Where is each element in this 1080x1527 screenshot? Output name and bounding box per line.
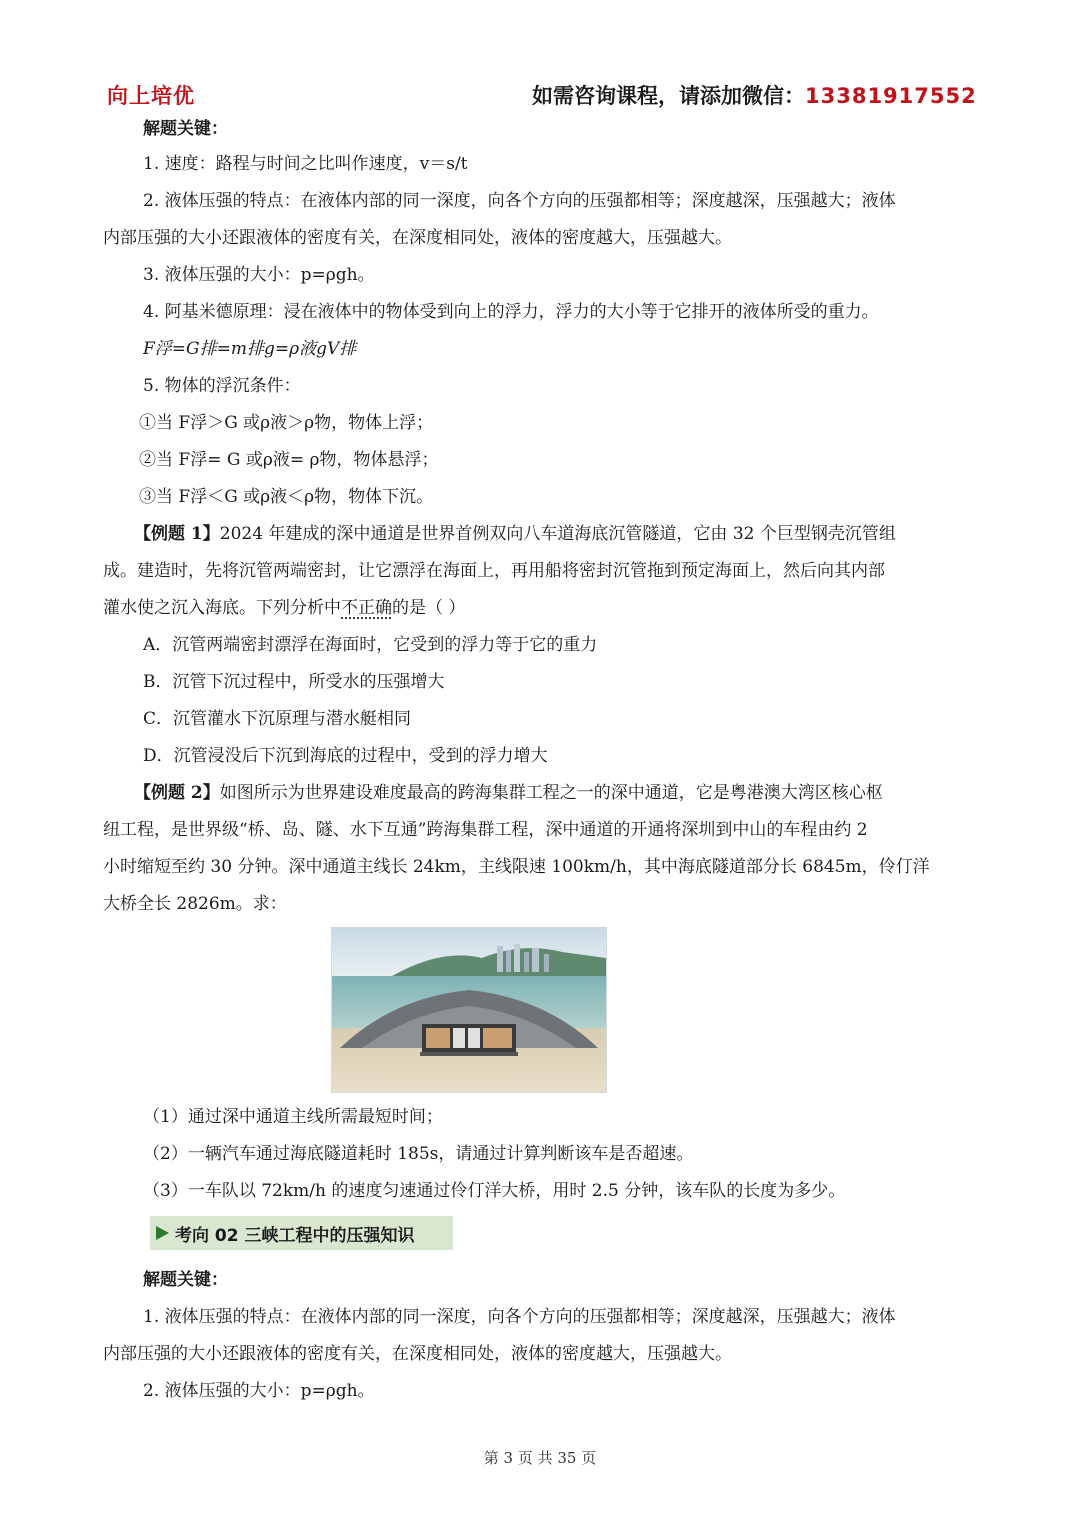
section-2-point-2: 2. 液体压强的大小：p=ρgh。	[143, 1381, 375, 1401]
condition-2: ②当 F浮= G 或ρ液= ρ物，物体悬浮；	[139, 450, 439, 470]
example-2-line-3: 小时缩短至约 30 分钟。深中通道主线长 24km，主线限速 100km/h，其中海底隧道部分长 6845m，伶仃洋	[103, 857, 930, 877]
option-d: D．沉管浸没后下沉到海底的过程中，受到的浮力增大	[143, 746, 548, 766]
example-1-line-2: 成。建造时，先将沉管两端密封，让它漂浮在海面上，再用船将密封沉管拖到预定海面上，然后向其内部	[103, 561, 885, 581]
option-b: B．沉管下沉过程中，所受水的压强增大	[143, 672, 445, 692]
tunnel-illustration-svg	[332, 928, 606, 1092]
point-3: 3. 液体压强的大小：p=ρgh。	[143, 265, 375, 285]
condition-3: ③当 F浮＜G 或ρ液＜ρ物，物体下沉。	[139, 487, 434, 507]
option-a: A．沉管两端密封漂浮在海面时，它受到的浮力等于它的重力	[143, 635, 598, 655]
section-2-point-1-line-2: 内部压强的大小还跟液体的密度有关，在深度相同处，液体的密度越大，压强越大。	[103, 1344, 732, 1364]
example-2-line-2: 纽工程，是世界级“桥、岛、隧、水下互通”跨海集群工程，深中通道的开通将深圳到中山的车程由约 2	[103, 820, 868, 840]
brand-name: 向上培优	[107, 84, 195, 108]
point-2-line-2: 内部压强的大小还跟液体的密度有关，在深度相同处，液体的密度越大，压强越大。	[103, 228, 732, 248]
point-1: 1. 速度：路程与时间之比叫作速度，v＝s/t	[143, 154, 468, 174]
example-1-line-1	[134, 523, 896, 545]
example-2-line-1	[134, 782, 883, 804]
section-2-point-1-line-1: 1. 液体压强的特点：在液体内部的同一深度，向各个方向的压强都相等；深度越深，压强越大；液体	[143, 1307, 896, 1327]
question-2: （2）一辆汽车通过海底隧道耗时 185s，请通过计算判断该车是否超速。	[143, 1144, 694, 1164]
point-2-line-1: 2. 液体压强的特点：在液体内部的同一深度，向各个方向的压强都相等；深度越深，压强越大；液体	[143, 191, 896, 211]
example-2-line-4: 大桥全长 2826m。求：	[103, 894, 287, 914]
tunnel-illustration	[331, 927, 607, 1093]
example-1-tag: 【例题 1】	[134, 524, 220, 544]
buoyancy-formula: F浮=G排=m排g=ρ液gV排	[143, 339, 357, 359]
option-c: C．沉管灌水下沉原理与潜水艇相同	[143, 709, 412, 729]
example-1-text-3a: 灌水使之沉入海底。下列分析中	[103, 598, 341, 618]
question-1: （1）通过深中通道主线所需最短时间；	[143, 1107, 443, 1127]
point-5: 5. 物体的浮沉条件：	[143, 376, 301, 396]
example-2-text-1: 如图所示为世界建设难度最高的跨海集群工程之一的深中通道，它是粤港澳大湾区核心枢	[219, 783, 883, 803]
page-number: 第 3 页 共 35 页	[483, 1449, 597, 1467]
section-tag	[150, 1216, 453, 1250]
example-1-emphasis: 不正确	[341, 598, 392, 618]
example-1-text-3c: 的是（ ）	[392, 598, 466, 618]
point-4: 4. 阿基米德原理：浸在液体中的物体受到向上的浮力，浮力的大小等于它排开的液体所受的重力。	[143, 302, 879, 322]
condition-1: ①当 F浮＞G 或ρ液＞ρ物，物体上浮；	[139, 413, 434, 433]
example-2-tag: 【例题 2】	[134, 783, 220, 803]
play-arrow-icon	[156, 1226, 169, 1240]
key-title-2: 解题关键：	[143, 1270, 228, 1290]
contact-phone: 13381917552	[805, 84, 977, 108]
section-tag-title: 考向 02 三峡工程中的压强知识	[175, 1225, 415, 1246]
contact-prefix: 如需咨询课程，请添加微信：	[532, 84, 805, 108]
key-title: 解题关键：	[143, 119, 228, 139]
example-1-line-3	[103, 597, 465, 619]
contact-info	[532, 80, 977, 110]
question-3: （3）一车队以 72km/h 的速度匀速通过伶仃洋大桥，用时 2.5 分钟，该车队的长度为多少。	[143, 1181, 846, 1201]
example-1-text-1: 2024 年建成的深中通道是世界首例双向八车道海底沉管隧道，它由 32 个巨型钢壳沉管组	[219, 524, 896, 544]
